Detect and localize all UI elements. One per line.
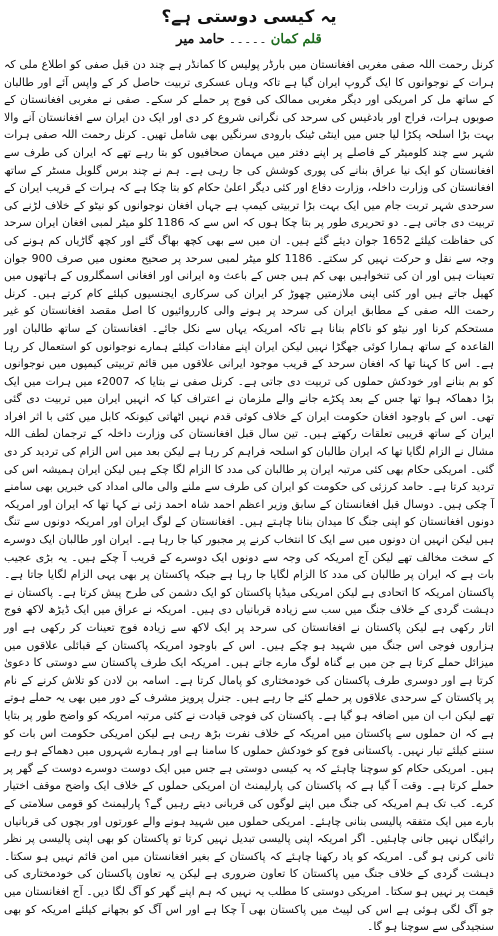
byline-separator: ۔۔۔۔۔ [228,32,267,47]
author-name: حامد میر [176,32,225,47]
article-body [4,56,495,934]
byline [0,30,498,50]
column-header [0,0,498,50]
column-name: قلم کمان [270,32,322,47]
headline: یہ کیسی دوستی ہے؟ [161,7,337,27]
article-paragraph: کرنل رحمت اللہ صفی مغربی افغانستان میں بارڈر پولیس کا کمانڈر ہے چند دن قبل صفی کو اطلاع ملی کہ ہرات کے نوجوانوں کا ایک گروپ ایران گیا ہے تاکہ وہاں عسکری تربیت حاصل کر کے واپس آئے اور طالبان کے ساتھ مل کر امریکی اور دیگر مغربی ممالک کی فوج پر حملے کر سکے۔ صفی نے مغربی افغانستان کے صوبوں ہرات، فراح اور بادغیس کی سرحد کی نگرانی شروع کر دی اور ایک دن ایران سے افغانستان آنے والا بہت بڑا اسلحہ پکڑا لیا جس میں اینٹی ٹینک بارودی سرنگیں بھی شامل تھیں۔ کرنل رحمت اللہ صفی ہرات شہر سے چند کلومیٹر کے فاصلے پر اپنے دفتر میں مہمان صحافیوں کو بتا رہے تھے کہ ایران کی طرف سے افغانستان کو ایک نیا عراق بنانے کی پوری کوشش کی جا رہی ہے۔ ہم نے چند برس گلوبل مسٹر کے ساتھ افغانستان کی وزارت داخلہ، وزارت دفاع اور کئی دیگر اعلیٰ حکام کو بتا چکا ہے کہ ہرات کے قریب ایران کے سرحدی شہر تربت جام میں ایک بہت بڑا تربیتی کیمپ ہے جہاں افغان نوجوانوں کو نیٹو کے خلاف لڑنے کی تربیت دی جاتی ہے۔ دو تحریری طور پر بتا چکا ہوں کہ اس سے کہ 1186 کلو میٹر لمبی افغان ایران سرحد کی حفاظت کیلئے 1652 جوان دیئے گئے ہیں۔ ان میں سے بھی کچھ بھاگ گئے اور کچھ گاڑیاں کم ہونے کی وجہ سے نقل و حرکت نہیں کر سکتے۔ 1186 کلو میٹر لمبی سرحد پر صحیح معنوں میں صرف 900 جوان تعینات ہیں اور ان کی تنخواہیں بھی کم ہیں جس کے باعث وہ ایرانی اور افغانی اسمگلروں کے ہاتھوں میں کھیل جاتے ہیں اور کئی اپنی ملازمتیں چھوڑ کر ایران کی سرکاری ایجنسیوں کیلئے کام کرتے ہیں۔ کرنل رحمت اللہ صفی کے مطابق ایران کی سرحد پر ہونے والی کارروائیوں کا اصل مقصد افغانستان کو غیر مستحکم کرنا اور نیٹو کو ناکام بنانا ہے تاکہ امریکہ یہاں سے نکل جائے۔ افغانستان کے ساتھ طالبان اور القاعدہ کے ساتھ ہمارا کوئی جھگڑا نہیں لیکن ایران اپنے مفادات کیلئے ہمارے نوجوانوں کو استعمال کر رہا ہے۔ اس کا کہنا تھا کہ افغان سرحد کے قریب موجود ایرانی علاقوں میں قائم تربیتی کیمپوں میں نوجوانوں کو بم بنانے اور خودکش حملوں کی تربیت دی جاتی ہے۔ کرنل صفی نے بتایا کہ 2007ء میں ہرات میں ایک بڑا دھماکہ ہوا تھا جس کے بعد پکڑے جانے والے ملزمان نے اعتراف کیا کہ انہیں ایران میں تربیت دی گئی تھی۔ اس کے باوجود افغان حکومت ایران کے خلاف کوئی قدم نہیں اٹھاتی کیونکہ کابل میں کئی با اثر افراد ایران کے ساتھ قریبی تعلقات رکھتے ہیں۔ تین سال قبل افغانستان کی وزارت داخلہ کے ترجمان لطف اللہ مشال نے الزام لگایا تھا کہ ایران طالبان کو اسلحہ فراہم کر رہا ہے لیکن بعد میں اس الزام کی تردید کر دی گئی۔ امریکی حکام بھی کئی مرتبہ ایران پر طالبان کی مدد کا الزام لگا چکے ہیں لیکن ایران ہمیشہ اس کی تردید کرتا ہے۔ حامد کرزئی کی حکومت کو ایران کی طرف سے ملنے والی مالی امداد کی خبریں بھی سامنے آ چکی ہیں۔ دوسال قبل افغانستان کے سابق وزیر اعظم احمد شاہ احمد زئی نے کہا تھا کہ ایران اور امریکہ دونوں افغانستان کو اپنی جنگ کا میدان بنانا چاہتے ہیں۔ افغانستان کے لوگ ایران اور امریکہ دونوں سے تنگ ہیں لیکن انہیں ان دونوں میں سے ایک کا انتخاب کرنے پر مجبور کیا جا رہا ہے۔ ایران اور طالبان ایک دوسرے کے سخت مخالف تھے لیکن آج امریکہ کی وجہ سے دونوں ایک دوسرے کے قریب آ چکے ہیں۔ یہ بڑی عجیب بات ہے کہ ایران پر طالبان کی مدد کا الزام لگایا جا رہا ہے جبکہ پاکستان پر بھی یہی الزام لگایا جاتا ہے۔ پاکستان امریکہ کا اتحادی ہے لیکن امریکی میڈیا پاکستان کو ایک دشمن کی طرح پیش کرتا ہے۔ پاکستان نے دہشت گردی کے خلاف جنگ میں سب سے زیادہ قربانیاں دی ہیں۔ امریکہ نے عراق میں ایک ڈیڑھ لاکھ فوج اتار رکھی ہے لیکن پاکستان نے افغانستان کی سرحد پر ایک لاکھ سے زیادہ فوج تعینات کر رکھی ہے اور ہزاروں فوجی اس جنگ میں شہید ہو چکے ہیں۔ اس کے باوجود امریکہ پاکستان کے قبائلی علاقوں میں میزائل حملے کرتا ہے جن میں بے گناہ لوگ مارے جاتے ہیں۔ امریکہ ایک طرف پاکستان سے دوستی کا دعویٰ کرتا ہے اور دوسری طرف پاکستان کی خودمختاری کو پامال کرتا ہے۔ اسامہ بن لادن کو تلاش کرنے کے نام پر پاکستان کے سرحدی علاقوں پر حملے کئے جا رہے ہیں۔ جنرل پرویز مشرف کے دور میں بھی یہ حملے ہوتے تھے لیکن اب ان میں اضافہ ہو گیا ہے۔ پاکستان کی فوجی قیادت نے کئی مرتبہ امریکہ کو واضح طور پر بتایا ہے کہ ان حملوں سے پاکستان میں امریکہ کے خلاف نفرت بڑھ رہی ہے لیکن امریکی حکومت اس بات کو سننے کیلئے تیار نہیں۔ پاکستانی فوج کو خودکش حملوں کا سامنا ہے اور ہمارے شہروں میں دھماکے ہو رہے ہیں۔ امریکی حکام کو سوچنا چاہئے کہ یہ کیسی دوستی ہے جس میں ایک دوست دوسرے دوست کے گھر پر حملے کرتا ہے۔ وقت آ گیا ہے کہ پاکستان کی پارلیمنٹ ان امریکی حملوں کے خلاف ایک واضح موقف اختیار کرے۔ کب تک ہم امریکہ کی جنگ میں اپنے لوگوں کی قربانی دیتے رہیں گے؟ پارلیمنٹ کو قومی سلامتی کے بارے میں ایک متفقہ پالیسی بنانی چاہئے۔ امریکی حملوں میں شہید ہونے والے عورتوں اور بچوں کی قربانیاں رائیگاں نہیں جانی چاہئیں۔ اگر امریکہ اپنی پالیسی تبدیل نہیں کرتا تو پاکستان کو بھی اپنی پالیسی پر نظر ثانی کرنی ہو گی۔ امریکہ کو یاد رکھنا چاہئے کہ پاکستان کے بغیر افغانستان میں امن قائم نہیں ہو سکتا۔ دہشت گردی کے خلاف جنگ میں پاکستان کا تعاون ضروری ہے لیکن یہ تعاون پاکستان کی خودمختاری کی قیمت پر نہیں ہو سکتا۔ امریکی دوستی کا مطلب یہ نہیں کہ ہم اپنے گھر کو آگ لگا دیں۔ آج افغانستان میں جو آگ لگی ہوئی ہے اس کی لپیٹ میں پاکستان بھی آ چکا ہے اور اس آگ کو بجھانے کیلئے امریکہ کو بھی سنجیدگی سے سوچنا ہو گا۔ [4,58,495,934]
